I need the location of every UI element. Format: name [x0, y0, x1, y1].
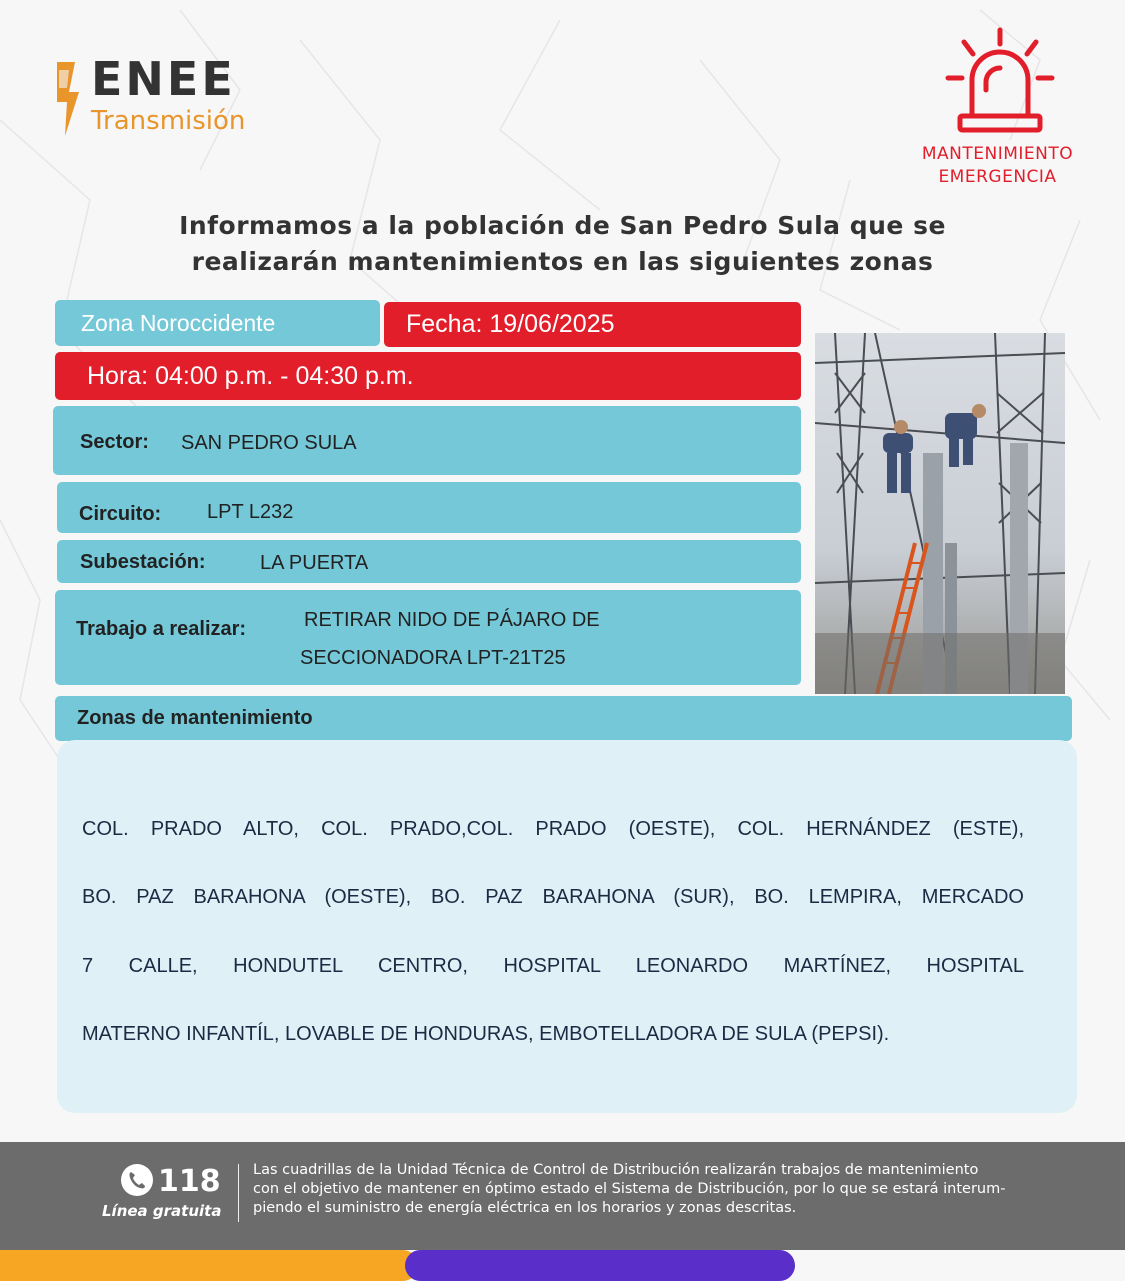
logo-name: ENEE [91, 52, 236, 106]
hour-text [87, 362, 414, 391]
zones-panel [57, 740, 1077, 1113]
bottom-bar-orange [0, 1250, 418, 1281]
work-box [55, 590, 801, 685]
bottom-bar-purple [405, 1250, 795, 1281]
date-label: Fecha: [406, 310, 483, 338]
circuit-value: LPT L232 [207, 501, 294, 523]
date-box [384, 302, 801, 347]
sector-label: Sector: [80, 431, 149, 453]
work-value-line-1: RETIRAR NIDO DE PÁJARO DE [304, 609, 600, 631]
enee-logo [55, 52, 295, 138]
substation-value: LA PUERTA [260, 552, 369, 574]
zone-line-3: 7 CALLE, HONDUTEL CENTRO, HOSPITAL LEONARDO MARTÍNEZ, HOSPITAL [82, 955, 1024, 977]
circuit-label: Circuito: [79, 503, 162, 525]
zones-title-bar [55, 696, 1072, 741]
phone-number: 118 [158, 1164, 221, 1199]
phone-label: Línea gratuita [102, 1202, 222, 1220]
date-value: 19/06/2025 [489, 310, 615, 338]
sector-value: SAN PEDRO SULA [181, 432, 357, 454]
zone-line-2: BO. PAZ BARAHONA (OESTE), BO. PAZ BARAHONA (SUR), BO. LEMPIRA, MERCADO [82, 886, 1024, 908]
footer-text-line-2: con el objetivo de mantener en óptimo estado el Sistema de Distribución, por lo que se estará interum- [253, 1181, 1006, 1197]
footer-text-line-3: piendo el suministro de energía eléctrica en los horarios y zonas descritas. [253, 1200, 797, 1216]
headline [60, 208, 1065, 280]
zone-box [55, 300, 380, 346]
hour-label: Hora: [87, 362, 149, 390]
zone-line-4: MATERNO INFANTÍL, LOVABLE DE HONDURAS, EMBOTELLADORA DE SULA (PEPSI). [82, 1023, 890, 1045]
headline-line-1: Informamos a la población de San Pedro Sula que se [179, 211, 946, 240]
sector-box [53, 406, 801, 475]
work-label: Trabajo a realizar: [76, 618, 247, 640]
zones-title: Zonas de mantenimiento [77, 707, 313, 729]
workers-photo [815, 333, 1065, 694]
footer [0, 1142, 1125, 1250]
siren-icon [942, 26, 1058, 136]
logo-subtitle: Transmisión [91, 106, 246, 136]
lightning-bolt-icon [55, 62, 81, 136]
zone-label: Zona Noroccidente [81, 310, 276, 336]
phone-icon [120, 1163, 154, 1197]
badge-line-2: EMERGENCIA [938, 167, 1057, 187]
work-value-line-2: SECCIONADORA LPT-21T25 [300, 647, 566, 669]
headline-line-2: realizarán mantenimientos en las siguientes zonas [191, 247, 934, 276]
hour-value: 04:00 p.m. - 04:30 p.m. [155, 362, 414, 390]
zone-line-1: COL. PRADO ALTO, COL. PRADO,COL. PRADO (OESTE), COL. HERNÁNDEZ (ESTE), [82, 818, 1024, 840]
badge-line-1: MANTENIMIENTO [921, 144, 1074, 164]
substation-label: Subestación: [80, 551, 206, 573]
circuit-box [57, 482, 801, 533]
substation-box [57, 540, 801, 583]
footer-divider [238, 1164, 239, 1222]
footer-text [253, 1161, 1043, 1218]
hour-box [55, 352, 801, 400]
footer-text-line-1: Las cuadrillas de la Unidad Técnica de Control de Distribución realizarán trabajos de mantenimiento [253, 1162, 979, 1178]
date-text [406, 310, 615, 339]
